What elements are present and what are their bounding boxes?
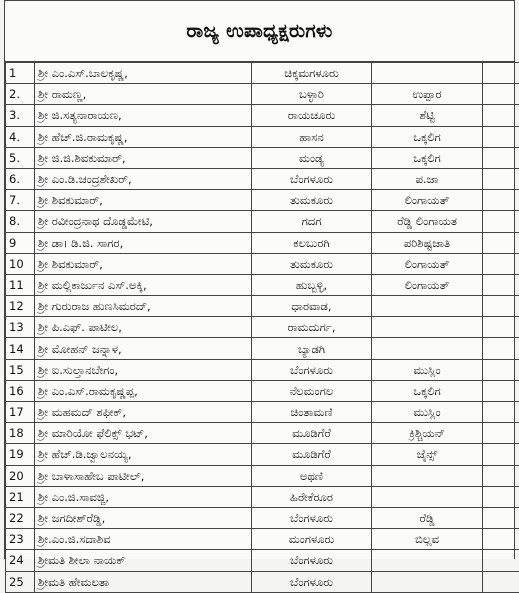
row-number: 18 bbox=[6, 423, 35, 444]
table-row bbox=[6, 550, 519, 571]
row-number: 4. bbox=[6, 126, 35, 147]
member-place: ಬಳ್ಳಾರಿ bbox=[252, 84, 372, 105]
member-place: ತುಮಕೂರು bbox=[252, 190, 372, 211]
member-community: ಜೈನ್ಸ್ bbox=[372, 444, 483, 465]
member-community bbox=[372, 486, 483, 507]
row-number: 24 bbox=[6, 550, 35, 571]
document-page bbox=[4, 0, 515, 559]
empty-cell bbox=[483, 423, 519, 444]
row-number: 16 bbox=[6, 380, 35, 401]
row-number: 13 bbox=[6, 317, 35, 338]
table-row bbox=[6, 571, 519, 592]
member-name: ಶ್ರೀ ಐ.ಸುಲ್ತಾನಬೇಗಂ, bbox=[35, 359, 252, 380]
table-row bbox=[6, 105, 519, 126]
member-community: ರೆಡ್ಡಿ ಲಿಂಗಾಯತ bbox=[372, 211, 483, 232]
row-number: 9 bbox=[6, 232, 35, 253]
member-place: ಅಥಣಿ bbox=[252, 465, 372, 486]
member-place: ಬೆಂಗಳೂರು bbox=[252, 507, 372, 528]
member-community: ಒಕ್ಕಲಿಗ bbox=[372, 126, 483, 147]
empty-cell bbox=[483, 211, 519, 232]
member-place: ಬೆಂಗಳೂರು bbox=[252, 571, 372, 592]
table-row bbox=[6, 444, 519, 465]
member-community: ಮುಸ್ಲಿಂ bbox=[372, 402, 483, 423]
member-name: ಶ್ರೀಮತಿ ಹೇಮಲತಾ bbox=[35, 571, 252, 592]
empty-cell bbox=[483, 380, 519, 401]
member-name: ಶ್ರೀ ಗುರುರಾಜ ಹುಣಸಿಮರದ್, bbox=[35, 296, 252, 317]
member-community bbox=[372, 571, 483, 592]
row-number: 17 bbox=[6, 402, 35, 423]
member-place: ಬೆಂಗಳೂರು bbox=[252, 550, 372, 571]
row-number: 22 bbox=[6, 507, 35, 528]
table-row bbox=[6, 465, 519, 486]
empty-cell bbox=[483, 105, 519, 126]
member-place: ನೆಲಮಂಗಲ bbox=[252, 380, 372, 401]
member-place: ಧಾರವಾಡ, bbox=[252, 296, 372, 317]
member-community: ಲಿಂಗಾಯತ್ bbox=[372, 253, 483, 274]
member-place: ಬ್ಯಾಡಗಿ bbox=[252, 338, 372, 359]
member-community bbox=[372, 63, 483, 84]
table-row bbox=[6, 84, 519, 105]
table-row bbox=[6, 402, 519, 423]
member-community bbox=[372, 338, 483, 359]
table-row bbox=[6, 338, 519, 359]
member-name: ಶ್ರೀ ಎಂ.ಡಿ.ಚಂದ್ರಶೇಖರ್, bbox=[35, 168, 252, 189]
member-name: ಶ್ರೀ ಮೋಹನ್ ಜನ್ನಾಳ, bbox=[35, 338, 252, 359]
member-name: ಶ್ರೀ ಮಾರಿಯೋ ಫೆಲಿಕ್ಸ್ ಭಟ್, bbox=[35, 423, 252, 444]
member-community: ಪ.ಜಾ bbox=[372, 168, 483, 189]
row-number: 3. bbox=[6, 105, 35, 126]
member-place: ಹಾಸನ bbox=[252, 126, 372, 147]
member-community bbox=[372, 296, 483, 317]
row-number: 15 bbox=[6, 359, 35, 380]
member-place: ತುಮಕೂರು bbox=[252, 253, 372, 274]
empty-cell bbox=[483, 126, 519, 147]
member-name: ಶ್ರೀ ಮಹಮದ್ ಶಫೀಕ್, bbox=[35, 402, 252, 423]
member-place: ರಾಯಚೂರು bbox=[252, 105, 372, 126]
empty-cell bbox=[483, 274, 519, 295]
member-name: ಶ್ರೀ ಜಿ.ಸತ್ಯನಾರಾಯಣ, bbox=[35, 105, 252, 126]
member-place: ಕಲಬುರಗಿ bbox=[252, 232, 372, 253]
row-number: 12 bbox=[6, 296, 35, 317]
row-number: 5. bbox=[6, 147, 35, 168]
row-number: 10 bbox=[6, 253, 35, 274]
table-row bbox=[6, 274, 519, 295]
row-number: 19 bbox=[6, 444, 35, 465]
table-row bbox=[6, 296, 519, 317]
row-number: 11 bbox=[6, 274, 35, 295]
member-community bbox=[372, 317, 483, 338]
empty-cell bbox=[483, 296, 519, 317]
table-row bbox=[6, 126, 519, 147]
member-place: ಮಂಡ್ಯ bbox=[252, 147, 372, 168]
empty-cell bbox=[483, 402, 519, 423]
member-place: ಚಿಂತಾಮಣಿ bbox=[252, 402, 372, 423]
member-name: ಶ್ರೀ ಎಂ.ಎಸ್.ರಾಮಕೃಷ್ಣಪ್ಪ, bbox=[35, 380, 252, 401]
member-community: ಒಕ್ಕಲಿಗ bbox=[372, 147, 483, 168]
empty-cell bbox=[483, 190, 519, 211]
member-community: ರೆಡ್ಡಿ bbox=[372, 507, 483, 528]
empty-cell bbox=[483, 486, 519, 507]
row-number: 21 bbox=[6, 486, 35, 507]
member-community: ಲಿಂಗಾಯತ್ bbox=[372, 190, 483, 211]
empty-cell bbox=[483, 359, 519, 380]
member-name: ಶ್ರೀ ಶಿವಕುಮಾರ್, bbox=[35, 190, 252, 211]
member-name: ಶ್ರೀಮತಿ ಶೀಲಾ ನಾಯಕ್ bbox=[35, 550, 252, 571]
member-place: ಬೆಂಗಳೂರು bbox=[252, 168, 372, 189]
row-number: 6. bbox=[6, 168, 35, 189]
table-row bbox=[6, 507, 519, 528]
member-name: ಶ್ರೀ ಪಿ.ಎಫ್. ಪಾಟೀಲ, bbox=[35, 317, 252, 338]
member-name: ಶ್ರೀ ಜಗದೀಶ್‌ರೆಡ್ಡಿ, bbox=[35, 507, 252, 528]
member-name: ಶ್ರೀ ಡಾ। ಡಿ.ಜಿ. ಸಾಗರ, bbox=[35, 232, 252, 253]
empty-cell bbox=[483, 63, 519, 84]
member-place: ಹಿರೇಕೆರೂರ bbox=[252, 486, 372, 507]
empty-cell bbox=[483, 232, 519, 253]
empty-cell bbox=[483, 253, 519, 274]
empty-cell bbox=[483, 84, 519, 105]
table-row bbox=[6, 190, 519, 211]
empty-cell bbox=[483, 338, 519, 359]
empty-cell bbox=[483, 550, 519, 571]
member-place: ರಾಮದುರ್ಗ, bbox=[252, 317, 372, 338]
member-name: ಶ್ರೀ ಜಿ.ಜಿ.ಶಿವಕುಮಾರ್, bbox=[35, 147, 252, 168]
member-community: ಕ್ರಿಶ್ಚಿಯನ್ bbox=[372, 423, 483, 444]
table-body bbox=[6, 63, 519, 593]
member-name: ಶ್ರೀ ರವೀಂದ್ರನಾಥ ದೊಡ್ಡಮೇಟಿ, bbox=[35, 211, 252, 232]
member-name: ಶ್ರೀ ಮಲ್ಲಿಕಾರ್ಜುನ ಎಸ್.ಅಕ್ಕಿ, bbox=[35, 274, 252, 295]
table-row bbox=[6, 63, 519, 84]
page-title: ರಾಜ್ಯ ಉಪಾಧ್ಯಕ್ಷರುಗಳು bbox=[186, 20, 332, 42]
row-number: 1 bbox=[6, 63, 35, 84]
member-place: ಹುಬ್ಬಳ್ಳಿ, bbox=[252, 274, 372, 295]
member-place: ಗದಗ bbox=[252, 211, 372, 232]
table-row bbox=[6, 317, 519, 338]
member-community: ಮುಸ್ಲಿಂ bbox=[372, 359, 483, 380]
member-community: ಒಕ್ಕಲಿಗ bbox=[372, 380, 483, 401]
member-community: ಪರಿಶಿಷ್ಟಜಾತಿ bbox=[372, 232, 483, 253]
member-community: ಲಿಂಗಾಯತ್ bbox=[372, 274, 483, 295]
member-name: ಶ್ರೀ.ಎಂ.ಜಿ.ಸದಾಶಿವ bbox=[35, 529, 252, 550]
empty-cell bbox=[483, 317, 519, 338]
member-place: ಚಿಕ್ಕಮಗಳೂರು bbox=[252, 63, 372, 84]
member-community: ಶೆಟ್ಟಿ bbox=[372, 105, 483, 126]
member-name: ಶ್ರೀ ಬಾಳಾಸಾಹೇಬ ಪಾಟೀಲ್, bbox=[35, 465, 252, 486]
table-row bbox=[6, 253, 519, 274]
member-place: ಮೂಡಿಗೆರೆ bbox=[252, 444, 372, 465]
member-name: ಶ್ರೀ ಹೆಚ್.ಡಿ.ಜ್ವಾಲನಯ್ಯ, bbox=[35, 444, 252, 465]
row-number: 7. bbox=[6, 190, 35, 211]
table-row bbox=[6, 147, 519, 168]
title-box bbox=[5, 1, 514, 62]
row-number: 14 bbox=[6, 338, 35, 359]
member-name: ಶ್ರೀ ಎಂ.ಜಿ.ಸಾವಜ್ಜಿ, bbox=[35, 486, 252, 507]
table-row bbox=[6, 486, 519, 507]
empty-cell bbox=[483, 147, 519, 168]
empty-cell bbox=[483, 444, 519, 465]
empty-cell bbox=[483, 571, 519, 592]
member-community bbox=[372, 465, 483, 486]
table-row bbox=[6, 359, 519, 380]
empty-cell bbox=[483, 507, 519, 528]
vice-presidents-table bbox=[5, 62, 519, 593]
member-community bbox=[372, 550, 483, 571]
row-number: 2. bbox=[6, 84, 35, 105]
member-place: ಮೂಡಿಗೆರೆ bbox=[252, 423, 372, 444]
table-row bbox=[6, 529, 519, 550]
row-number: 8. bbox=[6, 211, 35, 232]
member-name: ಶ್ರೀ ರಾಮಣ್ಣ, bbox=[35, 84, 252, 105]
member-community: ಬಿಲ್ಲವ bbox=[372, 529, 483, 550]
row-number: 23 bbox=[6, 529, 35, 550]
member-place: ಬೆಂಗಳೂರು bbox=[252, 359, 372, 380]
row-number: 25 bbox=[6, 571, 35, 592]
member-name: ಶ್ರೀ ಶಿವಕುಮಾರ್, bbox=[35, 253, 252, 274]
member-name: ಶ್ರೀ ಹೆಚ್.ಜಿ.ರಾಮಕೃಷ್ಣ, bbox=[35, 126, 252, 147]
empty-cell bbox=[483, 529, 519, 550]
empty-cell bbox=[483, 465, 519, 486]
empty-cell bbox=[483, 168, 519, 189]
member-name: ಶ್ರೀ ಎಂ.ಎಸ್.ಬಾಲಕೃಷ್ಣ, bbox=[35, 63, 252, 84]
table-row bbox=[6, 380, 519, 401]
member-community: ಉಪ್ಪಾರ bbox=[372, 84, 483, 105]
row-number: 20 bbox=[6, 465, 35, 486]
table-row bbox=[6, 423, 519, 444]
table-row bbox=[6, 168, 519, 189]
table-row bbox=[6, 232, 519, 253]
member-place: ಮಂಗಳೂರು bbox=[252, 529, 372, 550]
table-row bbox=[6, 211, 519, 232]
